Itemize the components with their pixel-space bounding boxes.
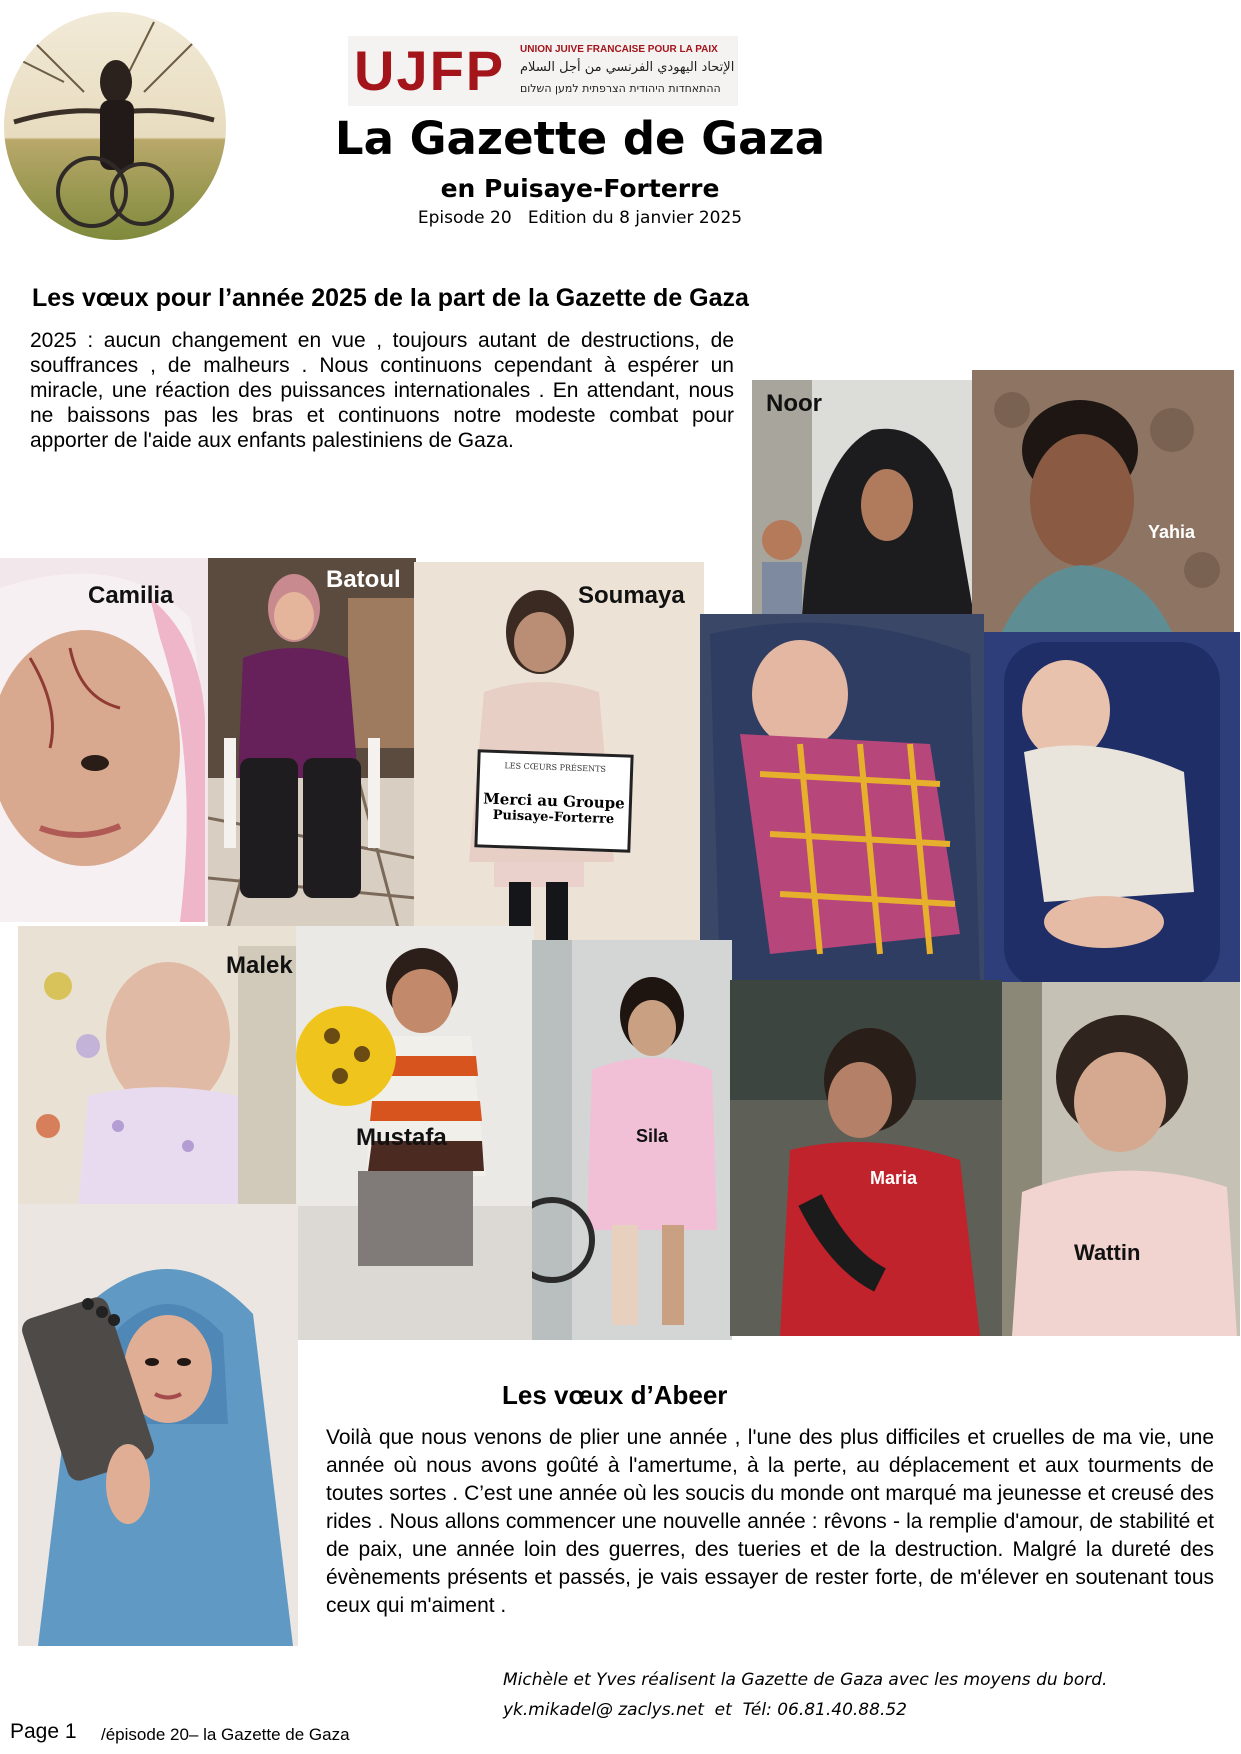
gazette-title: La Gazette de Gaza	[334, 112, 826, 165]
label-wattin: Wattin	[1074, 1240, 1141, 1265]
photo-camilia	[0, 558, 210, 922]
ujfp-logo-letters: UJFP	[354, 39, 506, 102]
abeer-heading: Les vœux d’Abeer	[502, 1380, 728, 1410]
sign-line1: Merci au Groupe	[482, 789, 626, 813]
photo-batoul	[208, 558, 416, 928]
sign-line2: Puisaye-Forterre	[492, 807, 615, 828]
footer-credit: Michèle et Yves réalisent la Gazette de Gaza avec les moyens du bord.	[503, 1670, 1108, 1690]
photo-wattin	[1002, 982, 1240, 1336]
photo-baby-seat	[984, 632, 1240, 988]
abeer-text: Voilà que nous venons de plier une année , l'une des plus difficiles et cruelles de ma vie, une année où nous avons goûté à l'amertume, à la perte, au déplacement et aux tourments de toutes sortes . C’est une année où les soucis du monde ont marqué ma jeunesse et creusé des rides . Nous allons commencer une nouvelle année : rêvons - la remplie d'amour, de stabilité et de paix, une année loin des guerres, des tueries et de la destruction. Malgré la dureté des évènements présents et passés, je vais essayer de rester forte, de m'élever en soutenant tous ceux qui m'aiment .	[326, 1426, 1214, 1617]
photo-maria	[730, 980, 1002, 1336]
ujfp-org-he: ההתאחדות היהודית הצרפתית למען השלום	[520, 82, 721, 95]
gazette-episode: Episode 20 Edition du 8 janvier 2025	[417, 208, 743, 228]
sign-merci	[474, 749, 633, 852]
label-soumaya: Soumaya	[578, 582, 685, 609]
label-yahia: Yahia	[1148, 522, 1196, 542]
photo-baby-plaid	[700, 614, 984, 984]
footer-page-number: Page 1	[10, 1720, 77, 1743]
label-batoul: Batoul	[326, 566, 401, 593]
ujfp-org-ar: الإتحاد اليهودي الفرنسي من أجل السلام	[520, 60, 735, 75]
footer-page-suffix: /épisode 20– la Gazette de Gaza	[101, 1725, 350, 1744]
gazette-subtitle: en Puisaye-Forterre	[440, 174, 720, 203]
photo-sila	[532, 940, 732, 1340]
label-camilia: Camilia	[88, 582, 174, 609]
ujfp-org-fr: UNION JUIVE FRANCAISE POUR LA PAIX	[520, 44, 718, 55]
photo-yahia	[972, 370, 1234, 632]
label-sila: Sila	[636, 1126, 669, 1146]
header-photo-wheelchair	[4, 12, 226, 240]
footer-contact: yk.mikadel@ zaclys.net et Tél: 06.81.40.88.52	[503, 1700, 907, 1720]
label-maria: Maria	[870, 1168, 918, 1188]
intro-text: 2025 : aucun changement en vue , toujours autant de destructions, de souffrances , de malheurs . Nous continuons cependant à espérer un miracle, une réaction des puissances internationales . En attendant, nous ne baissons pas les bras et continuons notre modeste combat pour apporter de l'aide aux enfants palestiniens de Gaza.	[30, 329, 734, 452]
label-mustafa: Mustafa	[356, 1124, 447, 1151]
photo-abeer	[18, 1204, 298, 1646]
ujfp-logo	[348, 36, 738, 106]
sign-top: LES CŒURS PRÉSENTS	[504, 761, 607, 774]
intro-heading: Les vœux pour l’année 2025 de la part de la Gazette de Gaza	[32, 284, 749, 312]
label-malek: Malek	[226, 952, 293, 979]
label-noor: Noor	[766, 390, 822, 417]
